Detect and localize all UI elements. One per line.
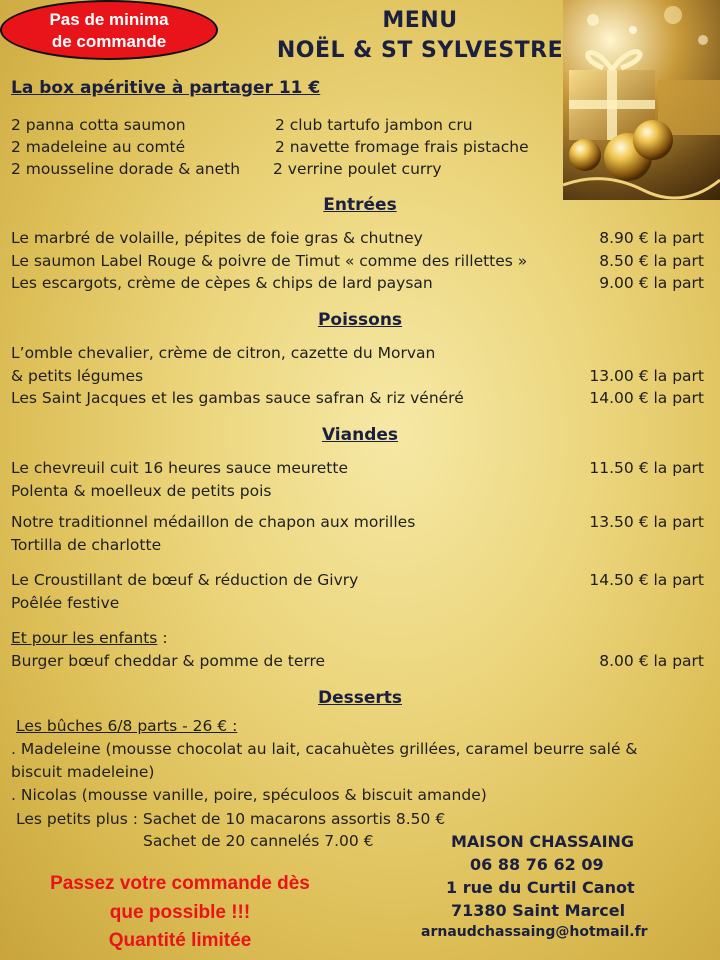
order-line-3: Quantité limitée bbox=[108, 930, 252, 951]
box-item-left-1: 2 panna cotta saumon bbox=[11, 116, 186, 134]
shop-phone: 06 88 76 62 09 bbox=[470, 855, 604, 874]
shop-city: 71380 Saint Marcel bbox=[451, 901, 626, 920]
box-item-right-3: 2 verrine poulet curry bbox=[273, 160, 442, 178]
madeleine-line-1: . Madeleine (mousse chocolat au lait, cacahuètes grillées, caramel beurre salé & bbox=[11, 740, 638, 758]
viande-price-1: 11.50 € la part bbox=[589, 459, 704, 477]
order-line-1: Passez votre commande dès bbox=[50, 873, 310, 894]
viande-price-3: 14.50 € la part bbox=[589, 571, 704, 589]
poisson-item-2: Les Saint Jacques et les gambas sauce safran & riz vénéré bbox=[11, 389, 464, 407]
poisson-item-1-line-1: L’omble chevalier, crème de citron, cazette du Morvan bbox=[11, 344, 436, 362]
viande-price-2: 13.50 € la part bbox=[589, 513, 704, 531]
viande-item-3-line-2: Poêlée festive bbox=[11, 594, 120, 612]
entree-item-1: Le marbré de volaille, pépites de foie gras & chutney bbox=[11, 229, 423, 247]
viande-item-3-line-1: Le Croustillant de bœuf & réduction de Givry bbox=[11, 571, 359, 589]
poisson-item-1-line-2: & petits légumes bbox=[11, 367, 144, 385]
shop-street: 1 rue du Curtil Canot bbox=[446, 878, 635, 897]
box-heading: La box apéritive à partager 11 € bbox=[11, 78, 321, 98]
box-item-right-2: 2 navette fromage frais pistache bbox=[275, 138, 529, 156]
viande-item-2-line-1: Notre traditionnel médaillon de chapon aux morilles bbox=[11, 513, 416, 531]
no-minimum-badge bbox=[0, 0, 218, 60]
order-line-2: que possible !!! bbox=[109, 902, 251, 923]
kids-heading bbox=[11, 629, 168, 647]
nicolas-line: . Nicolas (mousse vanille, poire, spéculoos & biscuit amande) bbox=[11, 786, 487, 804]
box-item-left-3: 2 mousseline dorade & aneth bbox=[11, 160, 241, 178]
shop-email: arnaudchassaing@hotmail.fr bbox=[421, 924, 648, 940]
kids-colon: : bbox=[157, 629, 168, 647]
viande-item-1-line-2: Polenta & moelleux de petits pois bbox=[11, 482, 272, 500]
madeleine-line-2: biscuit madeleine) bbox=[11, 763, 155, 781]
box-item-left-2: 2 madeleine au comté bbox=[11, 138, 186, 156]
menu-title: MENU bbox=[382, 8, 458, 33]
entrees-heading: Entrées bbox=[323, 195, 397, 215]
badge-line-1: Pas de minima bbox=[49, 10, 169, 29]
viandes-heading: Viandes bbox=[321, 425, 399, 445]
desserts-heading: Desserts bbox=[317, 688, 403, 708]
menu-subtitle: NOËL & ST SYLVESTRE bbox=[276, 38, 564, 63]
gold-christmas-ornaments-photo-icon bbox=[563, 0, 720, 200]
badge-line-2: de commande bbox=[51, 32, 167, 51]
viande-item-2-line-2: Tortilla de charlotte bbox=[11, 536, 162, 554]
box-item-right-1: 2 club tartufo jambon cru bbox=[275, 116, 473, 134]
buches-line: Les bûches 6/8 parts - 26 € : bbox=[16, 717, 238, 735]
kids-item: Burger bœuf cheddar & pomme de terre bbox=[11, 652, 326, 670]
viande-item-1-line-1: Le chevreuil cuit 16 heures sauce meurette bbox=[11, 459, 348, 477]
kids-label: Et pour les enfants bbox=[11, 629, 158, 647]
entree-item-2: Le saumon Label Rouge & poivre de Timut « comme des rillettes » bbox=[11, 252, 528, 270]
entree-price-3: 9.00 € la part bbox=[599, 274, 704, 292]
poisson-price-1: 13.00 € la part bbox=[589, 367, 704, 385]
poissons-heading: Poissons bbox=[317, 310, 403, 330]
entree-item-3: Les escargots, crème de cèpes & chips de lard paysan bbox=[11, 274, 433, 292]
shop-name: MAISON CHASSAING bbox=[451, 832, 635, 851]
petits-plus-line: Les petits plus : Sachet de 10 macarons assortis 8.50 € bbox=[16, 810, 446, 828]
poisson-price-2: 14.00 € la part bbox=[589, 389, 704, 407]
kids-price: 8.00 € la part bbox=[599, 652, 704, 670]
entree-price-1: 8.90 € la part bbox=[599, 229, 704, 247]
cannele-line: Sachet de 20 cannelés 7.00 € bbox=[143, 832, 374, 850]
entree-price-2: 8.50 € la part bbox=[599, 252, 704, 270]
